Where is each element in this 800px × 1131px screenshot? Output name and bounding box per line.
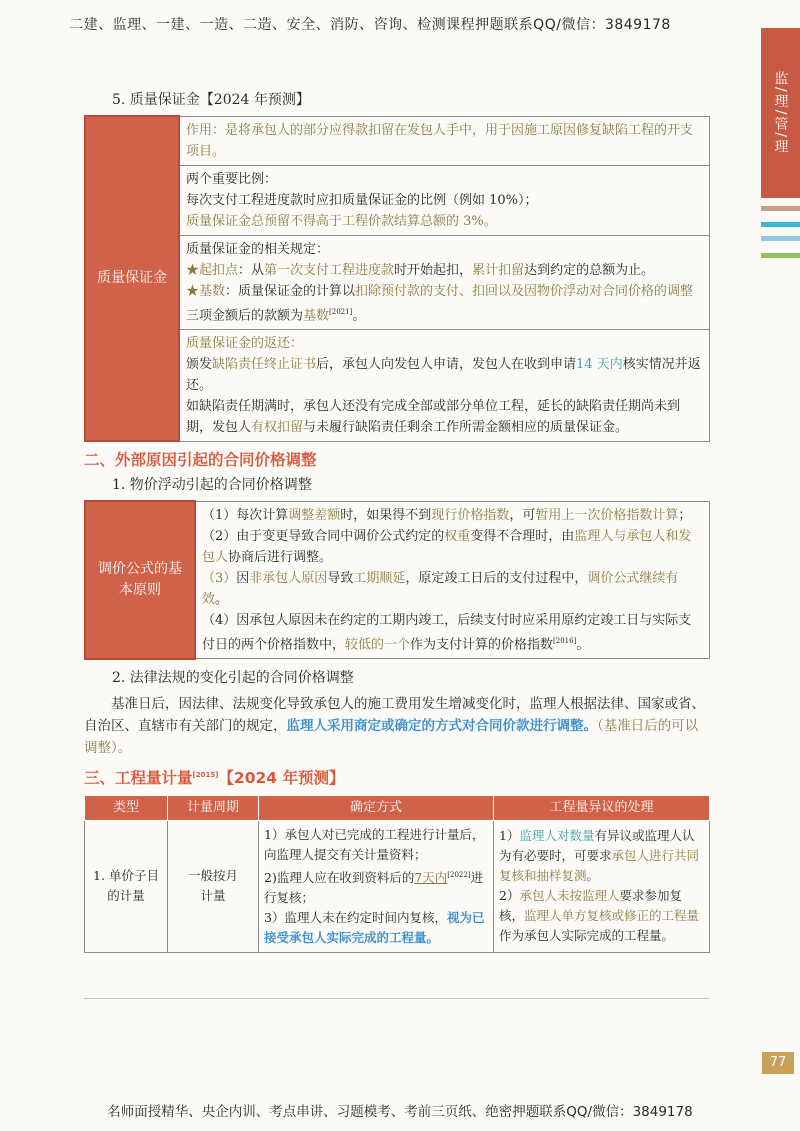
formula-rule-3: （3）因非承包人原因导致工期顺延，原定竣工日后的支付过程中，调价公式继续有效。 <box>202 570 679 607</box>
page-header: 二建、监理、一建、一造、二造、安全、消防、咨询、检测课程押题联系QQ/微信：3849178 <box>69 17 671 33</box>
rules-title: 质量保证金的相关规定： <box>186 241 330 257</box>
header-objection: 工程量异议的处理 <box>494 795 710 820</box>
return-title: 质量保证金的返还： <box>186 335 304 351</box>
method-step-1: 1）承包人对已完成的工程进行计量后，向监理人提交有关计量资料； <box>264 826 485 862</box>
header-type: 类型 <box>85 795 168 820</box>
period-cell: 一般按月计量 <box>168 820 259 952</box>
rule-start-point: ★起扣点：从第一次支付工程进度款时开始起扣，累计扣留达到约定的总额为止。 <box>186 262 655 278</box>
formula-rule-1: （1）每次计算调整差额时，如果得不到现行价格指数，可暂用上一次价格指数计算； <box>202 507 692 523</box>
objection-2: 2）承包人未按监理人要求参加复核，监理人单方复核或修正的工程量作为承包人实际完成的工程量。 <box>499 888 700 944</box>
side-strip-4 <box>761 253 800 258</box>
price-fluctuation-subtitle: 1. 物价浮动引起的合同价格调整 <box>112 477 312 494</box>
deposit-rules <box>179 235 710 329</box>
section-5-title: 5. 质量保证金【2024 年预测】 <box>112 92 310 108</box>
return-line-1: 颁发缺陷责任终止证书后，承包人向发包人申请，发包人在收到申请14 天内核实情况并返还。 <box>186 356 701 393</box>
ratio-line-1: 每次支付工程进度款时应扣质量保证金的比例（例如 10%）； <box>186 192 538 208</box>
deposit-return <box>179 329 710 441</box>
side-strip-2 <box>761 222 800 227</box>
price-formula-table <box>84 500 710 659</box>
deposit-purpose: 作用：是将承包人的部分应得款扣留在发包人手中，用于因施工原因修复缺陷工程的开支项目。 <box>179 116 710 165</box>
method-cell <box>259 820 494 952</box>
chapter-side-tab: 监/理/管/理 <box>761 28 800 198</box>
type-cell: 1. 单价子目的计量 <box>85 820 168 952</box>
method-step-2: 2)监理人应在收到资料后的7天内[2022]进行复核； <box>264 869 484 905</box>
formula-rule-4: （4）因承包人原因未在约定的工期内竣工，后续支付时应采用原约定竣工日与实际支付日的两个价格指数中，较低的一个作为支付计算的价格指数[2016]。 <box>202 612 692 653</box>
objection-1: 1）监理人对数量有异议或监理人认为有必要时，可要求承包人进行共同复核和抽样复测。 <box>499 828 700 884</box>
bottom-rule <box>84 998 710 999</box>
objection-cell <box>494 820 710 952</box>
formula-rule-2: （2）由于变更导致合同中调价公式约定的权重变得不合理时，由监理人与承包人和发包人协商后进行调整。 <box>202 528 692 565</box>
return-line-2: 如缺陷责任期满时，承包人还没有完成全部或部分单位工程，延长的缺陷责任期尚未到期，发包人有权扣留与未履行缺陷责任剩余工作所需金额相应的质量保证金。 <box>186 398 681 435</box>
ratio-line-2: 质量保证金总预留不得高于工程价款结算总额的 3%。 <box>186 213 497 229</box>
rule-base: ★基数：质量保证金的计算以扣除预付款的支付、扣回以及因物价浮动对合同价格的调整三项金额后的款额为基数[2021]。 <box>186 283 694 323</box>
quality-deposit-label: 质量保证金 <box>85 116 179 441</box>
page-footer: 名师面授精华、央企内训、考点串讲、习题模考、考前三页纸、绝密押题联系QQ/微信：3849178 <box>107 1104 693 1120</box>
ratios-title: 两个重要比例： <box>186 171 278 187</box>
page-number: 77 <box>762 1052 794 1074</box>
section-2-title: 二、外部原因引起的合同价格调整 <box>84 451 317 470</box>
price-formula-rules <box>195 501 710 658</box>
law-change-subtitle: 2. 法律法规的变化引起的合同价格调整 <box>112 669 354 686</box>
price-formula-label: 调价公式的基本原则 <box>85 501 195 658</box>
header-period: 计量周期 <box>168 795 259 820</box>
law-change-paragraph: 基准日后，因法律、法规变化导致承包人的施工费用发生增减变化时，监理人根据法律、国家或省、自治区、直辖市有关部门的规定，监理人采用商定或确定的方式对合同价款进行调整。（基准日后的可以调整）。 <box>84 695 705 756</box>
measurement-table <box>84 795 710 953</box>
header-method: 确定方式 <box>259 795 494 820</box>
side-strip-3 <box>761 236 800 241</box>
method-step-3: 3）监理人未在约定时间内复核，视为已接受承包人实际完成的工程量。 <box>264 909 485 945</box>
section-3-title: 三、工程量计量[2015]【2024 年预测】 <box>84 768 345 787</box>
deposit-ratios <box>179 165 710 235</box>
page-content <box>84 86 710 953</box>
side-strip-1 <box>761 206 800 211</box>
quality-deposit-table <box>84 115 710 442</box>
